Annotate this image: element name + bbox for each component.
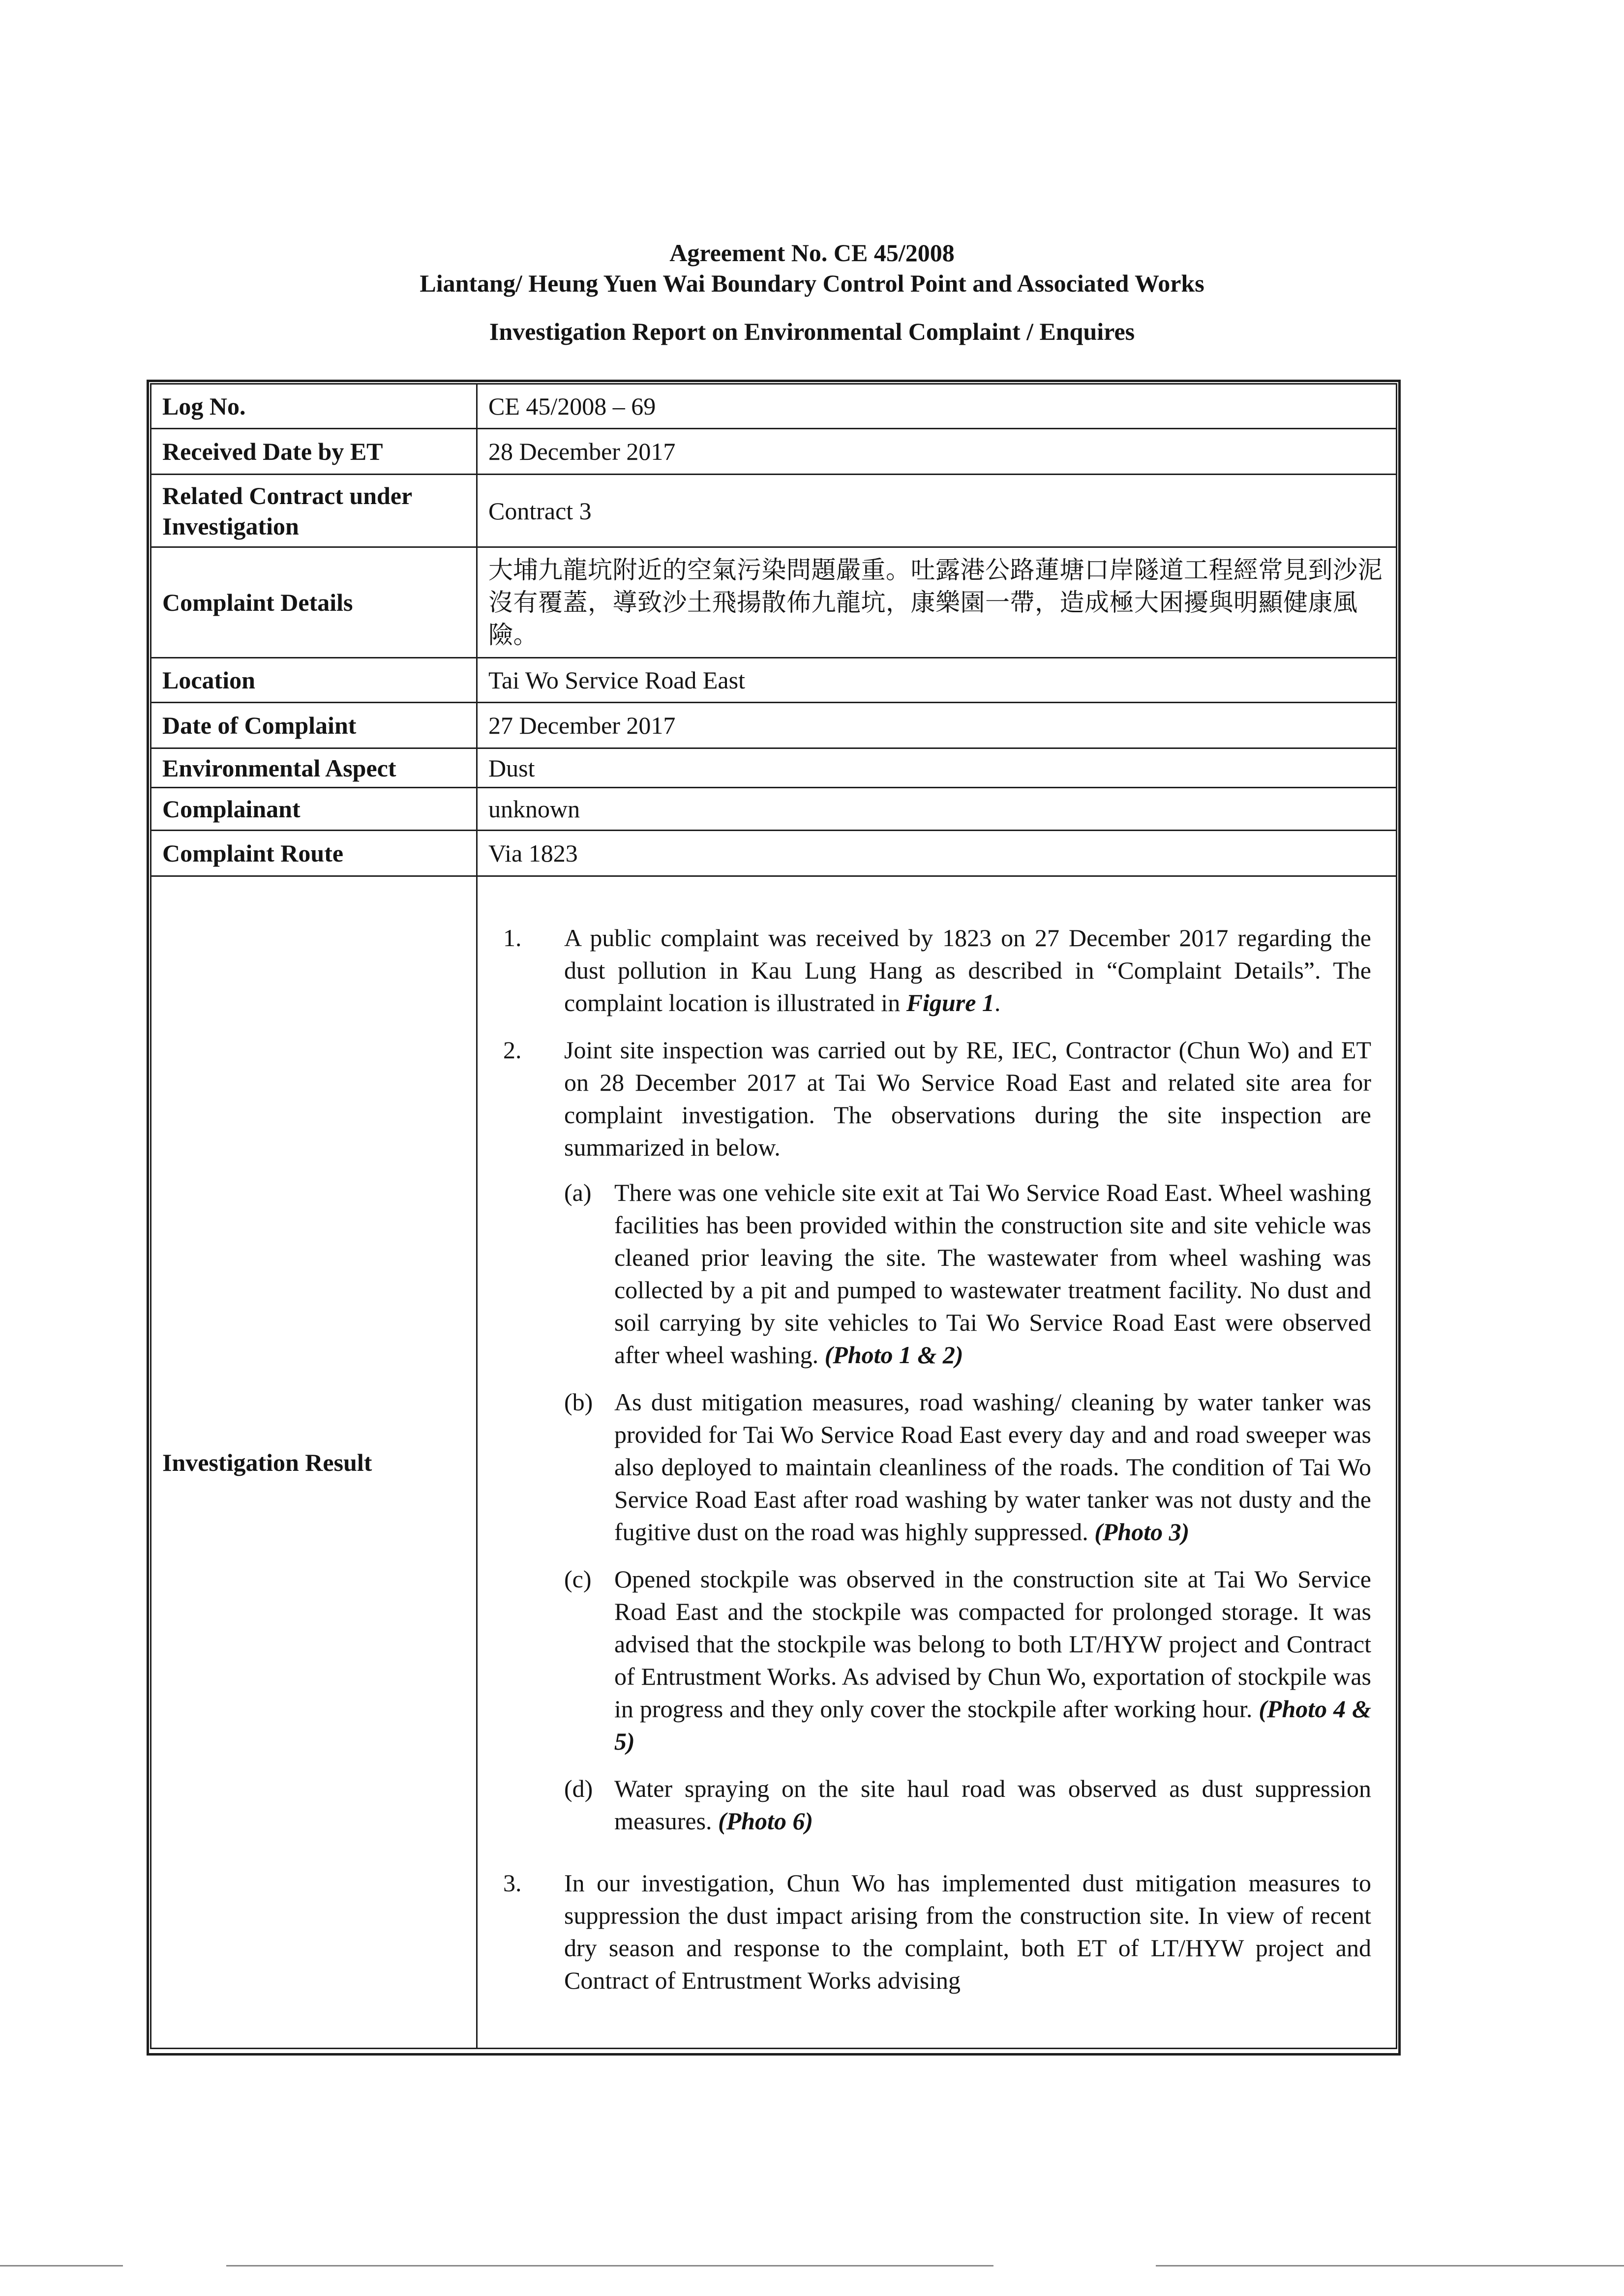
- environmental-aspect-label: Environmental Aspect: [151, 748, 477, 788]
- observation-d: (d) Water spraying on the site haul road was observed as dust suppression measures. (Photo 6): [564, 1774, 1371, 1835]
- received-date-label: Received Date by ET: [151, 429, 477, 475]
- observation-c: (c) Opened stockpile was observed in the construction site at Tai Wo Service Road East and the stockpile was compacted for prolonged storage. It was advised that the stockpile was belong to both LT/HYW project and Contract of Entrustment Works. As advised by Chun Wo, exportation of stockpile was in progress and they only cover the stockpile after working hour. (Photo 4 & 5): [564, 1565, 1371, 1755]
- related-contract-value: Contract 3: [477, 475, 1397, 547]
- date-of-complaint-label: Date of Complaint: [151, 703, 477, 748]
- complainant-label: Complainant: [151, 788, 477, 831]
- agreement-number: Agreement No. CE 45/2008: [669, 239, 955, 267]
- related-contract-label: Related Contract under Investigation: [151, 475, 477, 547]
- complainant-value: unknown: [477, 788, 1397, 831]
- result-item-1: 1. A public complaint was received by 1823 on 27 December 2017 regarding the dust pollution in Kau Lung Hang as described in “Complaint Details”. The complaint location is illustrated in Figure 1.: [503, 924, 1371, 1016]
- scan-edge-line: [0, 2265, 123, 2266]
- complaint-details-label: Complaint Details: [151, 547, 477, 658]
- table-row: [151, 475, 1397, 547]
- observation-b: (b) As dust mitigation measures, road washing/ cleaning by water tanker was provided for Tai Wo Service Road East every day and and road sweeper was also deployed to maintain cleanliness of the roads. The condition of Tai Wo Service Road East after road washing by water tanker was not dusty and the fugitive dust on the road was highly suppressed. (Photo 3): [564, 1388, 1371, 1546]
- report-title: Investigation Report on Environmental Complaint / Enquires: [489, 318, 1135, 345]
- result-item-2: 2. Joint site inspection was carried out by RE, IEC, Contractor (Chun Wo) and ET on 28 December 2017 at Tai Wo Service Road East and related site area for complaint investigation. The observations during the site inspection are summarized in below. (a) There was one vehicle site exit at Tai Wo Service Road East. Wheel washing facilities has been provided within the construction site and site vehicle was cleaned prior leaving the site. The wastewater from wheel washing was collected by a pit and pumped to wastewater treatment facility. No dust and soil carrying by site vehicles to Tai Wo Service Road East were observed after wheel washing. (Photo 1 & 2) (b) As dust mitigation measures, road washing/ cleaning by water tanker was provided for Tai Wo Service Road East every day and and road sweeper was also deployed to maintain cleanliness of the roads. The condition of Tai Wo Service Road East after road washing by water tanker was not dusty and the fugitive dust on the road was highly suppressed. (Photo 3) (c) Opened stockpile was observed in the construction site at Tai Wo Service Road East and the stockpile was compacted for prolonged storage. It was advised that the stockpile was belong to both LT/HYW project and Contract of Entrustment Works. As advised by Chun Wo, exportation of stockpile was in progress and they only cover the stockpile after working hour. (Photo 4 & 5) (d) Water spraying on the site haul road was observed as dust suppression measures. (Photo 6): [503, 1034, 1371, 1852]
- table-row: [151, 748, 1397, 788]
- scan-edge-line: [226, 2265, 993, 2266]
- photo-reference: (Photo 6): [718, 1807, 813, 1835]
- complaint-details-value: 大埔九龍坑附近的空氣污染問題嚴重。吐露港公路蓮塘口岸隧道工程經常見到沙泥沒有覆蓋，導致沙土飛揚散佈九龍坑，康樂園一帶，造成極大困擾與明顯健康風險。: [477, 547, 1397, 658]
- complaint-route-label: Complaint Route: [151, 831, 477, 876]
- environmental-aspect-value: Dust: [477, 748, 1397, 788]
- table-row: [151, 831, 1397, 876]
- photo-reference: (Photo 1 & 2): [824, 1341, 963, 1369]
- table-row: [151, 703, 1397, 748]
- investigation-result-value: [477, 876, 1397, 2049]
- log-no-label: Log No.: [151, 384, 477, 429]
- location-value: Tai Wo Service Road East: [477, 658, 1397, 703]
- table-row: [151, 876, 1397, 2049]
- table-row: [151, 788, 1397, 831]
- project-title: Liantang/ Heung Yuen Wai Boundary Control Point and Associated Works: [420, 269, 1204, 297]
- received-date-value: 28 December 2017: [477, 429, 1397, 475]
- observation-a: (a) There was one vehicle site exit at Tai Wo Service Road East. Wheel washing facilities has been provided within the construction site and site vehicle was cleaned prior leaving the site. The wastewater from wheel washing was collected by a pit and pumped to wastewater treatment facility. No dust and soil carrying by site vehicles to Tai Wo Service Road East were observed after wheel washing. (Photo 1 & 2): [564, 1178, 1371, 1369]
- scan-edge-line: [1156, 2265, 1624, 2266]
- log-no-value: CE 45/2008 – 69: [477, 384, 1397, 429]
- complaint-route-value: Via 1823: [477, 831, 1397, 876]
- table-row: [151, 547, 1397, 658]
- table-row: [151, 384, 1397, 429]
- investigation-result-label: Investigation Result: [151, 876, 477, 2049]
- photo-reference: (Photo 4 & 5): [614, 1695, 1371, 1755]
- table-row: [151, 658, 1397, 703]
- figure-reference: Figure 1: [906, 988, 994, 1016]
- location-label: Location: [151, 658, 477, 703]
- date-of-complaint-value: 27 December 2017: [477, 703, 1397, 748]
- photo-reference: (Photo 3): [1094, 1518, 1190, 1546]
- table-row: [151, 429, 1397, 475]
- report-table: [150, 383, 1397, 2049]
- result-item-3: 3. In our investigation, Chun Wo has implemented dust mitigation measures to suppression the dust impact arising from the construction site. In view of recent dry season and response to the complaint, both ET of LT/HYW project and Contract of Entrustment Works advising: [503, 1869, 1371, 1994]
